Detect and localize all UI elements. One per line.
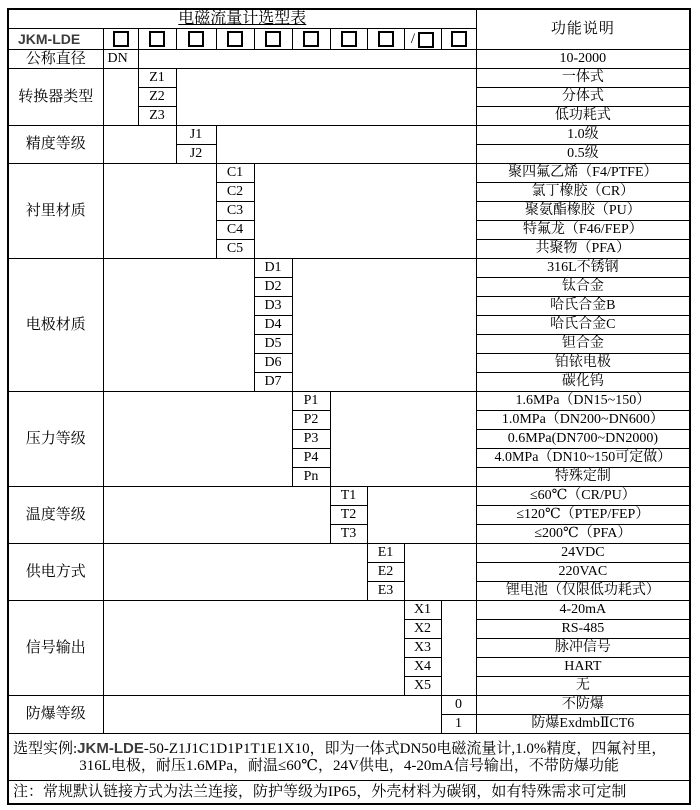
code-cell: D1 (254, 259, 292, 278)
desc-cell: 钽合金 (476, 335, 690, 354)
desc-cell: 防爆ExdmbⅡCT6 (476, 715, 690, 734)
category-temperature-grade: 温度等级 (8, 487, 103, 544)
desc-cell: RS-485 (476, 620, 690, 639)
desc-cell: 316L不锈钢 (476, 259, 690, 278)
desc-cell: 哈氏合金B (476, 297, 690, 316)
spacer-cell (103, 487, 330, 544)
spacer-cell (103, 126, 176, 164)
code-cell: D5 (254, 335, 292, 354)
desc-cell: 0.6MPa(DN700~DN2000) (476, 430, 690, 449)
code-cell: J2 (176, 145, 216, 164)
desc-cell: 碳化钨 (476, 373, 690, 392)
desc-cell: HART (476, 658, 690, 677)
code-cell: D6 (254, 354, 292, 373)
checkbox-icon[interactable] (227, 31, 243, 47)
code-cell: DN (103, 50, 138, 69)
table-row (8, 601, 690, 620)
code-cell: D3 (254, 297, 292, 316)
model-code-box-1 (103, 29, 138, 50)
checkbox-icon[interactable] (265, 31, 281, 47)
desc-cell: 特殊定制 (476, 468, 690, 487)
code-cell: P1 (292, 392, 330, 411)
code-cell: P2 (292, 411, 330, 430)
table-title (8, 9, 476, 29)
code-cell: P4 (292, 449, 330, 468)
desc-cell: 一体式 (476, 69, 690, 88)
spacer-cell (254, 164, 476, 259)
code-cell: Z2 (138, 88, 176, 107)
code-cell: X4 (404, 658, 441, 677)
desc-cell: 氯丁橡胶（CR） (476, 183, 690, 202)
desc-cell: 铂铱电极 (476, 354, 690, 373)
model-code-box-6 (292, 29, 330, 50)
model-code-box-3 (176, 29, 216, 50)
code-cell: T2 (330, 506, 367, 525)
desc-cell: 4-20mA (476, 601, 690, 620)
code-cell: X3 (404, 639, 441, 658)
desc-cell: 1.0级 (476, 126, 690, 145)
code-cell: E3 (367, 582, 404, 601)
table-row (8, 126, 690, 145)
desc-cell: 特氟龙（F46/FEP） (476, 221, 690, 240)
desc-cell: ≤60℃（CR/PU） (476, 487, 690, 506)
checkbox-icon[interactable] (378, 31, 394, 47)
code-cell: X5 (404, 677, 441, 696)
selection-example-line1 (13, 740, 685, 758)
code-cell: 0 (441, 696, 476, 715)
code-cell: X2 (404, 620, 441, 639)
spacer-cell (367, 487, 476, 544)
checkbox-icon[interactable] (149, 31, 165, 47)
desc-cell: 1.0MPa（DN200~DN600） (476, 411, 690, 430)
spacer-cell (404, 544, 476, 601)
note: 注：常规默认链接方式为法兰连接，防护等级为IP65，外壳材料为碳钢，如有特殊需求可定制 (8, 781, 690, 804)
category-lining-material: 衬里材质 (8, 164, 103, 259)
spacer-cell (103, 69, 138, 126)
desc-cell: 220VAC (476, 563, 690, 582)
category-converter-type: 转换器类型 (8, 69, 103, 126)
desc-cell: 无 (476, 677, 690, 696)
desc-cell: 10-2000 (476, 50, 690, 69)
table-row (8, 9, 690, 29)
code-cell: D4 (254, 316, 292, 335)
model-code-box-8 (367, 29, 404, 50)
code-cell: P3 (292, 430, 330, 449)
code-cell: T1 (330, 487, 367, 506)
checkbox-icon[interactable] (188, 31, 204, 47)
table-row (8, 487, 690, 506)
category-signal-output: 信号输出 (8, 601, 103, 696)
code-cell: E2 (367, 563, 404, 582)
code-cell: J1 (176, 126, 216, 145)
table-row (8, 50, 690, 69)
desc-cell: 1.6MPa（DN15~150） (476, 392, 690, 411)
desc-cell: ≤200℃（PFA） (476, 525, 690, 544)
selection-example (8, 734, 690, 781)
desc-cell: 不防爆 (476, 696, 690, 715)
slash-separator: / (410, 30, 416, 47)
code-cell: D7 (254, 373, 292, 392)
category-pressure-grade: 压力等级 (8, 392, 103, 487)
checkbox-icon[interactable] (113, 31, 129, 47)
desc-cell: 24VDC (476, 544, 690, 563)
code-cell: C2 (216, 183, 254, 202)
checkbox-icon[interactable] (451, 31, 467, 47)
code-cell: D2 (254, 278, 292, 297)
model-prefix: JKM-LDE (8, 29, 103, 50)
desc-cell: 分体式 (476, 88, 690, 107)
example-prefix: 选型实例: (13, 740, 78, 757)
desc-cell: 钛合金 (476, 278, 690, 297)
desc-cell: 聚氨酯橡胶（PU） (476, 202, 690, 221)
checkbox-icon[interactable] (303, 31, 319, 47)
model-code-box-7 (330, 29, 367, 50)
desc-cell: 0.5级 (476, 145, 690, 164)
model-code-box-9 (404, 29, 441, 50)
spacer-cell (103, 696, 441, 734)
code-cell: X1 (404, 601, 441, 620)
table-row (8, 164, 690, 183)
spacer-cell (103, 164, 216, 259)
spacer-cell (441, 601, 476, 696)
table-row (8, 696, 690, 715)
code-cell: Pn (292, 468, 330, 487)
category-accuracy-grade: 精度等级 (8, 126, 103, 164)
desc-cell: 脉冲信号 (476, 639, 690, 658)
example-model: JKM-LDE (77, 739, 144, 757)
example-rest: -50-Z1J1C1D1P1T1E1X10，即为一体式DN50电磁流量计,1.0%精度，四氟衬里， (143, 740, 667, 757)
code-cell: E1 (367, 544, 404, 563)
desc-cell: 低功耗式 (476, 107, 690, 126)
desc-cell: 共聚物（PFA） (476, 240, 690, 259)
selection-example-row (8, 734, 690, 781)
table-row (8, 544, 690, 563)
desc-cell: ≤120℃（PTEP/FEP） (476, 506, 690, 525)
code-cell: C4 (216, 221, 254, 240)
table-row (8, 392, 690, 411)
code-cell: Z3 (138, 107, 176, 126)
table-title-text: 电磁流量计选型表 (178, 10, 307, 27)
code-cell: 1 (441, 715, 476, 734)
category-explosion-proof-grade: 防爆等级 (8, 696, 103, 734)
category-electrode-material: 电极材质 (8, 259, 103, 392)
checkbox-icon[interactable] (418, 32, 434, 48)
checkbox-icon[interactable] (341, 31, 357, 47)
selection-example-line2: 316L电极，耐压1.6MPa，耐温≤60℃，24V供电，4-20mA信号输出，不带防爆功能 (79, 757, 619, 774)
desc-cell: 锂电池（仅限低功耗式） (476, 582, 690, 601)
spacer-cell (216, 126, 476, 164)
model-code-box-4 (216, 29, 254, 50)
model-code-box-10 (441, 29, 476, 50)
function-desc-header: 功能说明 (476, 9, 690, 50)
category-power-supply: 供电方式 (8, 544, 103, 601)
selection-table (7, 8, 691, 805)
desc-cell: 4.0MPa（DN10~150可定做） (476, 449, 690, 468)
table-row (8, 69, 690, 88)
model-code-box-2 (138, 29, 176, 50)
spacer-cell (103, 601, 404, 696)
spacer-cell (103, 392, 292, 487)
model-code-box-5 (254, 29, 292, 50)
spacer-cell (176, 69, 476, 126)
code-cell: T3 (330, 525, 367, 544)
desc-cell: 哈氏合金C (476, 316, 690, 335)
desc-cell: 聚四氟乙烯（F4/PTFE） (476, 164, 690, 183)
table-row (8, 259, 690, 278)
code-cell: C3 (216, 202, 254, 221)
code-cell: C5 (216, 240, 254, 259)
spacer-cell (330, 392, 476, 487)
category-nominal-diameter: 公称直径 (8, 50, 103, 69)
code-cell: Z1 (138, 69, 176, 88)
note-row (8, 781, 690, 804)
spacer-cell (103, 544, 367, 601)
code-cell: C1 (216, 164, 254, 183)
spacer-cell (103, 259, 254, 392)
spacer-cell (292, 259, 476, 392)
spacer-cell (138, 50, 476, 69)
